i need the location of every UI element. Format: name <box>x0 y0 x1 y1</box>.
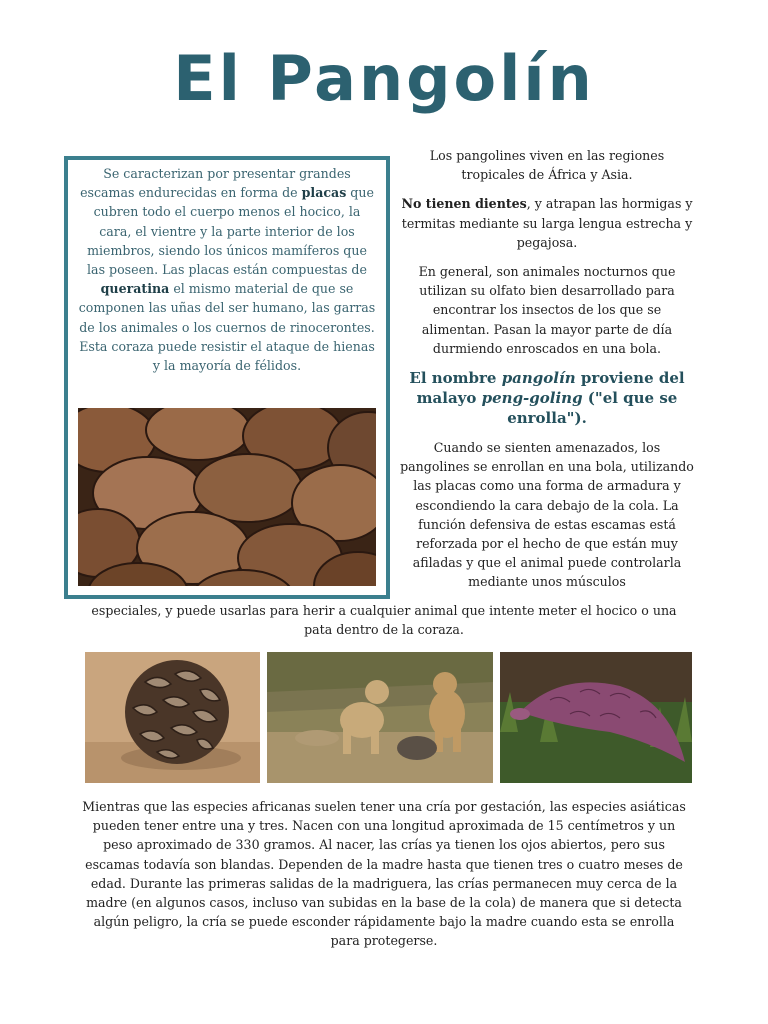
text-run: , y atrapan las hormigas y termitas mediante su larga lengua estrecha y pegajosa. <box>401 196 693 250</box>
text-run: el mismo material de que se componen las uñas del ser humano, las garras de los animales o los cuernos de rinocerontes. Esta coraza puede resistir el ataque de hienas y la mayoría de félidos. <box>78 281 376 374</box>
italic-term: pangolín <box>501 369 576 388</box>
paragraph-offspring: Mientras que las especies africanas suelen tener una cría por gestación, las especies asiáticas pueden tener entre una y tres. Nacen con una longitud aproximada de 15 centímetros y un peso aproximado de 330 gramos. Al nacer, las crías ya tienen los ojos abiertos, pero sus escamas todavía son blandas. Dependen de la madre hasta que tienen tres o cuatro meses de edad. Durante las primeras salidas de la madriguera, las crías permanecen muy cerca de la madre (en algunos casos, incluso van subidas en la base de la cola) de manera que si detecta algún peligro, la cría se puede esconder rápidamente bajo la madre cuando esta se enrolla para protegerse. <box>82 799 686 949</box>
paragraph-habitat: Los pangolines viven en las regiones tropicales de África y Asia. <box>429 148 665 183</box>
scales-closeup-photo <box>78 408 376 586</box>
walking-pangolin-photo <box>500 652 692 783</box>
paragraph-teeth <box>398 194 696 252</box>
rolled-pangolin-photo <box>85 652 260 783</box>
italic-term: peng-goling <box>481 389 583 408</box>
page-title: El Pangolín <box>173 42 595 115</box>
bold-term-queratina: queratina <box>100 281 170 297</box>
paragraph-defense-continued: especiales, y puede usarlas para herir a cualquier animal que intente meter el hocico o una pata dentro de la coraza. <box>91 603 677 638</box>
text-run: ("el que se enrolla"). <box>507 389 678 428</box>
paragraph-nocturnal: En general, son animales nocturnos que utilizan su olfato bien desarrollado para encontrar los insectos de los que se alimentan. Pasan la mayor parte de día durmiendo enroscados en una bola. <box>418 264 676 356</box>
paragraph-defense: Cuando se sienten amenazados, los pangolines se enrollan en una bola, utilizando las placas como una forma de armadura y escondiendo la cara debajo de la cola. La función defensiva de estas escamas está reforzada por el hecho de que están muy afiladas y que el animal puede controlarla mediante unos músculos <box>400 440 694 590</box>
text-run: proviene del malayo <box>416 369 685 408</box>
info-box-text <box>78 164 376 375</box>
text-run: El nombre <box>409 369 502 388</box>
info-box <box>64 156 390 599</box>
name-origin-highlight <box>398 368 696 428</box>
right-column <box>398 146 696 602</box>
bold-term-placas: placas <box>301 185 347 201</box>
text-run: Se caracterizan por presentar grandes escamas endurecidas en forma de <box>80 166 351 201</box>
lions-photo <box>267 652 493 783</box>
text-run: que cubren todo el cuerpo menos el hocico, la cara, el vientre y la parte interior de los miembros, siendo los únicos mamíferos que las poseen. Las placas están compuestas de <box>87 185 374 278</box>
bold-no-teeth: No tienen dientes <box>401 196 527 212</box>
